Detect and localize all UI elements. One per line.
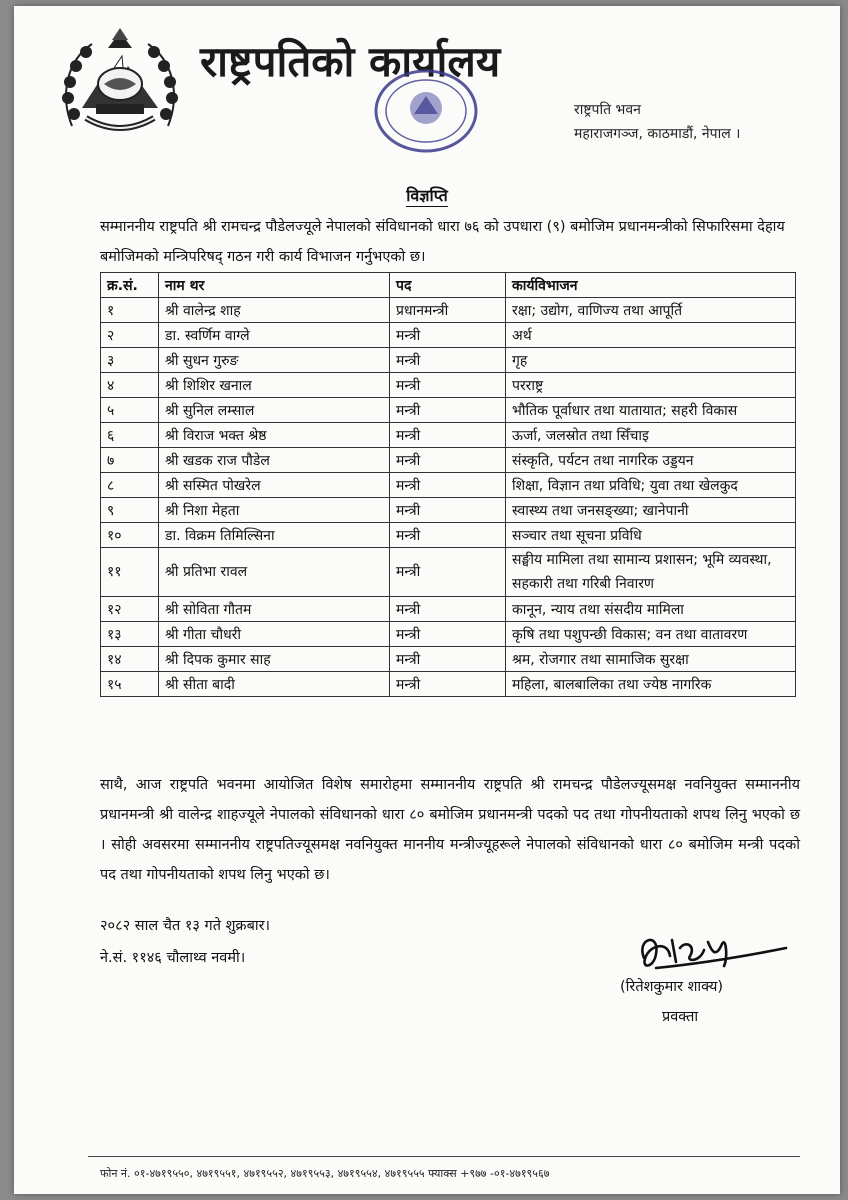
cell-post: मन्त्री [390,647,506,672]
table-row [101,323,796,348]
cell-post: मन्त्री [390,597,506,622]
cell-post: मन्त्री [390,448,506,473]
cell-serial: १४ [101,647,159,672]
cell-post: मन्त्री [390,348,506,373]
table-row [101,622,796,647]
office-seal-stamp-icon [368,64,484,158]
cell-post: मन्त्री [390,672,506,697]
cell-serial: ११ [101,548,159,597]
cell-serial: १ [101,298,159,323]
cell-serial: १० [101,523,159,548]
notice-intro: सम्माननीय राष्ट्रपति श्री रामचन्द्र पौडेलज्यूले नेपालको संविधानको धारा ७६ को उपधारा (९) बमोजिम प्रधानमन्त्रीको सिफारिसमा देहाय बमोजिमको मन्त्रिपरिषद् गठन गरी कार्य विभाजन गर्नुभएको छ। [100,219,785,265]
cell-post: मन्त्री [390,373,506,398]
cell-portfolio: गृह [506,348,796,373]
date-nepal-sambat: ने.सं. ११४६ चौलाथ्व नवमी। [100,950,246,966]
cell-portfolio: कानून, न्याय तथा संसदीय मामिला [506,597,796,622]
date-bikram-sambat: २०८२ साल चैत १३ गते शुक्रबार। [100,918,271,934]
cell-portfolio: संस्कृति, पर्यटन तथा नागरिक उड्डयन [506,448,796,473]
document-page [14,6,840,1194]
table-row [101,597,796,622]
cell-portfolio: रक्षा; उद्योग, वाणिज्य तथा आपूर्ति [506,298,796,323]
cell-portfolio: श्रम, रोजगार तथा सामाजिक सुरक्षा [506,647,796,672]
header-post: पद [390,273,506,298]
cell-name: श्री सोविता गौतम [159,597,390,622]
table-row [101,548,796,597]
signatory-role: प्रवक्ता [662,1009,699,1025]
signatory-name: (रितेशकुमार शाक्य) [620,979,724,995]
notice-heading [14,184,840,206]
table-row [101,647,796,672]
table-row [101,298,796,323]
address-line-2: महाराजगञ्ज, काठमाडौं, नेपाल । [574,126,741,142]
cell-post: मन्त्री [390,548,506,597]
cell-serial: १५ [101,672,159,697]
cell-post: मन्त्री [390,323,506,348]
cell-serial: ९ [101,498,159,523]
cell-serial: ४ [101,373,159,398]
cell-post: मन्त्री [390,398,506,423]
cell-portfolio: कृषि तथा पशुपन्छी विकास; वन तथा वातावरण [506,622,796,647]
cell-serial: १२ [101,597,159,622]
cell-serial: ७ [101,448,159,473]
cell-name: श्री निशा मेहता [159,498,390,523]
header-serial: क्र.सं. [101,273,159,298]
cell-name: श्री सुधन गुरुङ [159,348,390,373]
cell-portfolio: महिला, बालबालिका तथा ज्येष्ठ नागरिक [506,672,796,697]
cell-name: श्री दिपक कुमार साह [159,647,390,672]
cell-portfolio: परराष्ट्र [506,373,796,398]
address-line-1: राष्ट्रपति भवन [574,102,641,118]
cell-serial: २ [101,323,159,348]
cell-portfolio: सङ्घीय मामिला तथा सामान्य प्रशासन; भूमि व्यवस्था, सहकारी तथा गरिबी निवारण [506,548,796,597]
cell-post: मन्त्री [390,498,506,523]
cell-post: मन्त्री [390,423,506,448]
cell-serial: ३ [101,348,159,373]
nepal-emblem-icon [52,26,188,146]
cell-portfolio: भौतिक पूर्वाधार तथा यातायात; सहरी विकास [506,398,796,423]
cell-post: प्रधानमन्त्री [390,298,506,323]
cell-serial: १३ [101,622,159,647]
cell-name: डा. विक्रम तिमिल्सिना [159,523,390,548]
cell-portfolio: सञ्चार तथा सूचना प्रविधि [506,523,796,548]
cell-portfolio: ऊर्जा, जलस्रोत तथा सिँचाइ [506,423,796,448]
cell-name: श्री खडक राज पौडेल [159,448,390,473]
cell-name: श्री सीता बादी [159,672,390,697]
table-row [101,498,796,523]
cabinet-table-body [101,298,796,697]
cell-name: श्री शिशिर खनाल [159,373,390,398]
table-row [101,672,796,697]
cell-name: श्री वालेन्द्र शाह [159,298,390,323]
header-name: नाम थर [159,273,390,298]
office-address [574,98,740,146]
table-row [101,423,796,448]
office-title: राष्ट्रपतिको कार्यालय [200,37,501,86]
notice-heading-text: विज्ञप्ति [406,186,448,205]
cell-portfolio: स्वास्थ्य तथा जनसङ्ख्या; खानेपानी [506,498,796,523]
table-row [101,373,796,398]
closing-paragraph: साथै, आज राष्ट्रपति भवनमा आयोजित विशेष समारोहमा सम्माननीय राष्ट्रपति श्री रामचन्द्र पौडेलज्यूसमक्ष नवनियुक्त सम्माननीय प्रधानमन्त्री श्री वालेन्द्र शाहज्यूले नेपालको संविधानको धारा ८० बमोजिम प्रधानमन्त्री पदको पद तथा गोपनीयताको शपथ लिनु भएको छ । सोही अवसरमा सम्माननीय राष्ट्रपतिज्यूसमक्ष नवनियुक्त माननीय मन्त्रीज्यूहरूले नेपालको संविधानको धारा ८० बमोजिम मन्त्री पदको पद तथा गोपनीयताको शपथ लिनु भएको छ। [100,777,800,883]
table-row [101,398,796,423]
cell-name: श्री सस्मित पोखरेल [159,473,390,498]
cell-name: श्री सुनिल लम्साल [159,398,390,423]
footer-contact: फोन नं. ०१-४७१९५५०, ४७१९५५१, ४७१९५५२, ४७१९५५३, ४७१९५५४, ४७१९५५५ फ्याक्स +९७७ -०१-४७१९५६७ [100,1167,550,1180]
cell-post: मन्त्री [390,473,506,498]
footer-divider [88,1156,800,1157]
cell-name: श्री प्रतिभा रावल [159,548,390,597]
cabinet-table [100,272,796,697]
table-row [101,448,796,473]
cell-portfolio: अर्थ [506,323,796,348]
cell-post: मन्त्री [390,622,506,647]
table-row [101,348,796,373]
table-row [101,473,796,498]
cell-serial: ६ [101,423,159,448]
cell-name: डा. स्वर्णिम वाग्ले [159,323,390,348]
handwritten-signature-icon [616,918,792,982]
cell-serial: ८ [101,473,159,498]
cell-portfolio: शिक्षा, विज्ञान तथा प्रविधि; युवा तथा खेलकुद [506,473,796,498]
table-row [101,523,796,548]
cell-post: मन्त्री [390,523,506,548]
cell-name: श्री गीता चौधरी [159,622,390,647]
cell-serial: ५ [101,398,159,423]
cell-name: श्री विराज भक्त श्रेष्ठ [159,423,390,448]
table-header-row [101,273,796,298]
header-portfolio: कार्यविभाजन [506,273,796,298]
